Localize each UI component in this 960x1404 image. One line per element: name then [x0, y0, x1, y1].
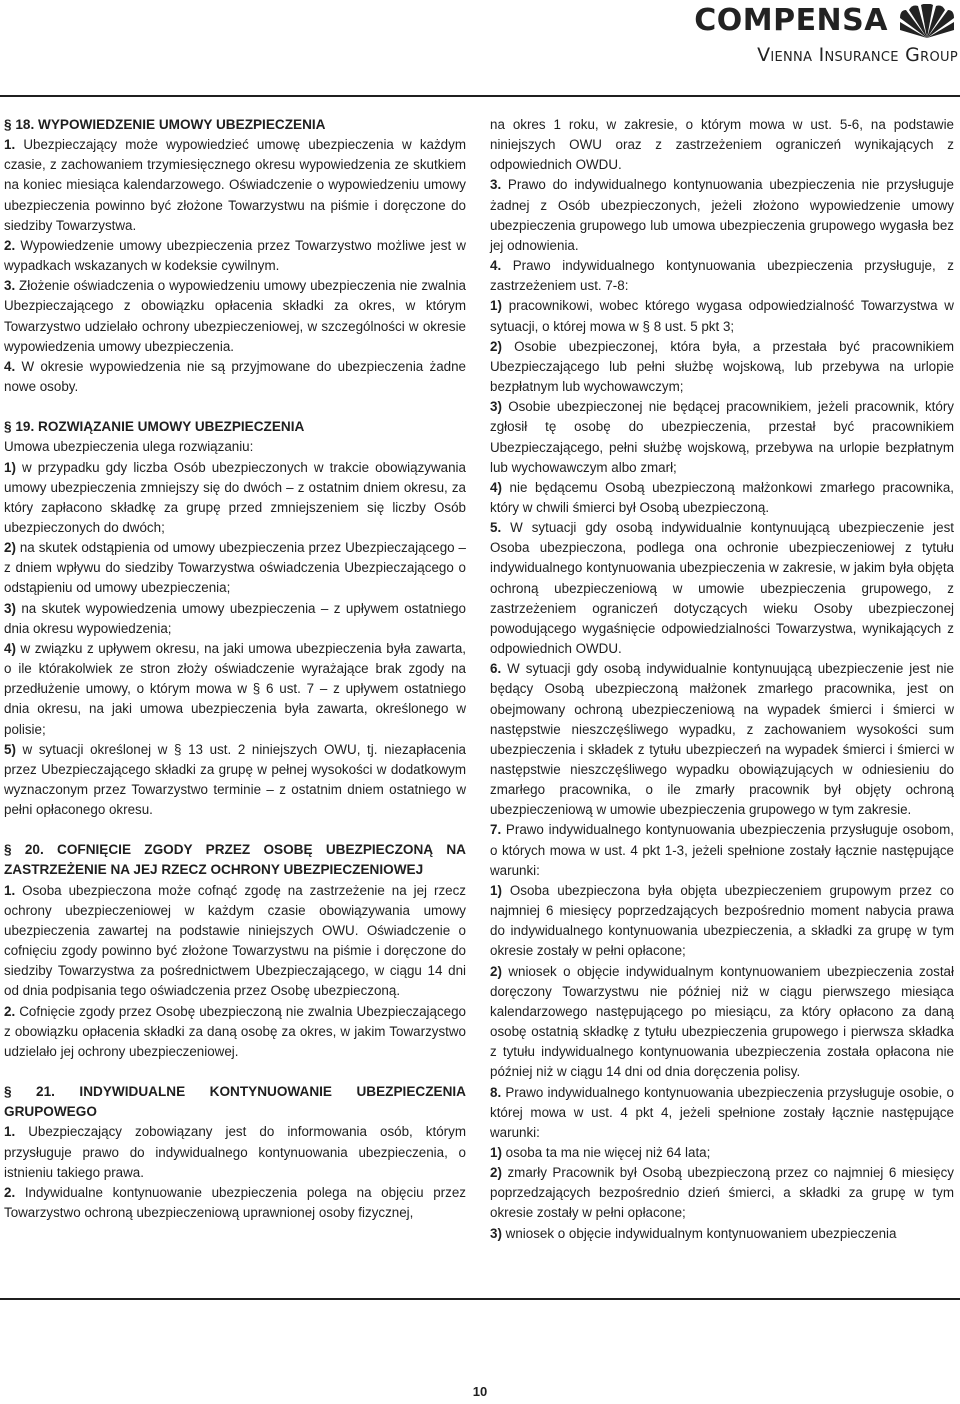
item-number: 1) — [490, 298, 502, 314]
item-text: zmarły Pracownik był Osobą ubezpieczoną przez co najmniej 6 miesięcy poprzedzających bezpośrednio dzień śmierci, a składki za grupę w tym okresie zostały w pełni opłacone; — [490, 1165, 954, 1221]
list-item — [490, 397, 954, 478]
paragraph-number: 1. — [4, 1124, 16, 1140]
list-item — [490, 296, 954, 336]
list-item — [490, 478, 954, 518]
paragraph-number: 2. — [4, 1003, 16, 1019]
item-number: 3) — [490, 399, 502, 415]
paragraph-number: 4. — [490, 258, 502, 274]
item-number: 2) — [490, 1165, 502, 1181]
paragraph-text: Prawo indywidualnego kontynuowania ubezpieczenia przysługuje, z zastrzeżeniem ust. 7-8: — [490, 258, 954, 294]
paragraph — [4, 236, 466, 276]
list-item — [490, 1143, 954, 1163]
list-item — [490, 1224, 954, 1244]
item-text: Osobie ubezpieczonej, która była, a przestała być pracownikiem Ubezpieczającego lub pełni służbę wojskową, lub przebywa na urlopie bezpłatnym lub wychowawczym; — [490, 338, 954, 395]
list-item — [4, 740, 466, 821]
paragraph-text: Osoba ubezpieczona może cofnąć zgodę na zastrzeżenie na jej rzecz ochrony ubezpieczeniowej w każdym czasie obowiązywania umowy ubezpieczenia zawartej na podstawie niniejszych OWU. Oświadczenie o cofnięciu zgody powinno być złożone Towarzystwu na piśmie i doręczone do siedziby Towarzystwa za pośrednictwem Ubezpieczającego, w ciągu 14 dni od dnia podpisania tego oświadczenia przez Osobę ubezpieczoną. — [4, 882, 466, 999]
section-20-title: § 20. COFNIĘCIE ZGODY PRZEZ OSOBĘ UBEZPIECZONĄ NA ZASTRZEŻENIE NA JEJ RZECZ OCHRONY UBEZPIECZENIOWEJ — [4, 842, 466, 878]
item-number: 5) — [4, 741, 16, 757]
paragraph-number: 5. — [490, 520, 502, 536]
item-number: 3) — [4, 600, 16, 616]
paragraph — [490, 820, 954, 880]
list-item — [490, 962, 954, 1083]
logo-brand: COMPENSA — [694, 3, 888, 38]
item-text: w związku z upływem okresu, na jaki umowa ubezpieczenia była zawarta, o ile którakolwiek ze stron złoży oświadczenie wyrażające brak zgody na przedłużenie umowy, o którym mowa w § 6 ust. 7 – z upływem ostatniego dnia okresu, na jaki umowa ubezpieczenia była zawarta, określonego w polisie; — [4, 640, 466, 737]
page-header — [0, 0, 960, 95]
paragraph — [4, 135, 466, 236]
paragraph-text: Prawo indywidualnego kontynuowania ubezpieczenia przysługuje osobie, o której mowa w ust. 4 pkt 4, jeżeli spełnione zostały łącznie następujące warunki: — [490, 1084, 954, 1140]
list-item — [4, 599, 466, 639]
section-19-title: § 19. ROZWIĄZANIE UMOWY UBEZPIECZENIA — [4, 419, 305, 435]
item-text: pracownikowi, wobec którego wygasa odpowiedzialność Towarzystwa w sytuacji, o której mowa w § 8 ust. 5 pkt 3; — [490, 298, 954, 334]
item-text: osoba ta ma nie więcej niż 64 lata; — [505, 1144, 711, 1160]
item-number: 4) — [490, 479, 502, 495]
section-gap — [4, 397, 466, 417]
item-text: wniosek o objęcie indywidualnym kontynuowaniem ubezpieczenia został doręczony Towarzystwu nie później niż w ciągu pierwszego miesiąca kalendarzowego następującego po miesiącu, za który opłacono za daną osobę ostatnią składkę z tytułu ubezpieczenia grupowego i pierwsza składka z tytułu indywidualnego kontynuowania ubezpieczenia została opłacona nie później niż w ciągu 14 dni od dnia doręczenia polisy. — [490, 963, 954, 1080]
shell-logo-icon — [896, 4, 958, 40]
left-column — [4, 115, 466, 1223]
item-number: 4) — [4, 640, 16, 656]
item-text: na skutek odstąpienia od umowy ubezpieczenia przez Ubezpieczającego – z dniem wpływu do siedziby Towarzystwa oświadczenia Ubezpieczającego o odstąpieniu od umowy ubezpieczenia; — [4, 540, 466, 596]
section-gap — [4, 820, 466, 840]
paragraph — [4, 1002, 466, 1062]
item-text: wniosek o objęcie indywidualnym kontynuowaniem ubezpieczenia — [505, 1225, 897, 1241]
item-number: 2) — [4, 540, 16, 556]
paragraph — [4, 1122, 466, 1182]
item-number: 2) — [490, 963, 502, 979]
paragraph — [490, 659, 954, 820]
item-text: w sytuacji określonej w § 13 ust. 2 niniejszych OWU, tj. niezapłacenia przez Ubezpieczającego składki za grupę w pełnej wysokości w dodatkowym wyznaczonym przez Towarzystwo terminie – z ostatnim dniem ostatniego w pełni opłaconego okresu. — [4, 741, 466, 818]
paragraph — [4, 1183, 466, 1223]
paragraph-number: 6. — [490, 661, 502, 677]
paragraph-number: 2. — [4, 1184, 16, 1200]
paragraph-text: Złożenie oświadczenia o wypowiedzeniu umowy ubezpieczenia nie zwalnia Ubezpieczającego z obowiązku opłacenia składki za okres, w którym Towarzystwo udzielało ochrony ubezpieczeniowej, w szczególności w okresie wypowiedzenia umowy ubezpieczenia. — [4, 278, 466, 354]
paragraph-text: Prawo do indywidualnego kontynuowania ubezpieczenia nie przysługuje żadnej z Osób ubezpieczonych, jeżeli złożono wypowiedzenie umowy ubezpieczenia grupowego lub umowa ubezpieczenia grupowego wygasła bez jej odnowienia. — [490, 177, 954, 253]
item-text: w przypadku gdy liczba Osób ubezpieczonych w trakcie obowiązywania umowy ubezpieczenia zmniejszy się do dwóch – z ostatnim dniem okresu, za który zapłacono składkę za grupę przed zmniejszeniem się liczby Osób ubezpieczonych do dwóch; — [4, 459, 466, 535]
paragraph-number: 3. — [4, 278, 16, 294]
paragraph-number: 2. — [4, 237, 16, 253]
paragraph-text: Ubezpieczający zobowiązany jest do informowania osób, którym przysługuje prawo do indywidualnego kontynuowania ubezpieczenia, o istnieniu takiego prawa. — [4, 1124, 466, 1180]
paragraph-number: 8. — [490, 1084, 502, 1100]
item-number: 1) — [490, 882, 502, 898]
paragraph-text: W sytuacji gdy osobą indywidualnie kontynuującą ubezpieczenie jest Osoba ubezpieczona, podlega ona ochronie ubezpieczeniowej z tytułu indywidualnego kontynuowania ubezpieczenia w zakresie, w jakim była objęta ochroną ubezpieczeniową w umowie ubezpieczenia grupowego, z zastrzeżeniem ograniczeń dotyczących wieku Osoby ubezpieczonej powodującego wygaśnięcie odpowiedzialności Towarzystwa, wynikających z odpowiednich OWDU. — [490, 520, 954, 657]
list-item — [4, 458, 466, 539]
list-item — [4, 538, 466, 598]
item-text: nie będącemu Osobą ubezpieczoną małżonkowi zmarłego pracownika, który w chwili śmierci był Osobą ubezpieczoną. — [490, 479, 954, 515]
paragraph-text: na okres 1 roku, w zakresie, o którym mowa w ust. 5-6, na podstawie niniejszych OWU oraz z zastrzeżeniem ograniczeń wynikających z odpowiednich OWDU. — [490, 117, 954, 173]
item-text: Osobie ubezpieczonej nie będącej pracownikiem, jeżeli pracownik, który zgłosił tę osobę do ubezpieczenia, przestał być pracownikiem Ubezpieczającego, pełni służbę wojskową, przebywa na urlopie bezpłatnym lub wychowawczym albo zmarł; — [490, 399, 954, 475]
list-item — [490, 337, 954, 397]
paragraph — [490, 518, 954, 659]
list-item — [490, 1163, 954, 1223]
paragraph — [490, 1083, 954, 1143]
paragraph-text: W sytuacji gdy osobą indywidualnie kontynuującą ubezpieczenie jest nie będący Osobą ubezpieczoną małżonek zmarłego pracownika, jest on obejmowany ochroną ubezpieczeniową na wypadek śmierci i śmierci w następstwie nieszczęśliwego wypadku, z zachowaniem wysokości sum ubezpieczenia i składek z tytułu ubezpieczeń na wypadek śmierci i śmierci w następstwie nieszczęśliwego wypadku obowiązujących w odniesieniu do zmarłego pracownika, o ile zmarły pracownik był objęty ochroną ubezpieczeniową w umowie ubezpieczenia grupowego w tym zakresie. — [490, 661, 954, 818]
paragraph — [4, 357, 466, 397]
paragraph — [4, 881, 466, 1002]
list-item — [4, 639, 466, 740]
paragraph-text: Umowa ubezpieczenia ulega rozwiązaniu: — [4, 439, 254, 455]
section-18-title: § 18. WYPOWIEDZENIE UMOWY UBEZPIECZENIA — [4, 117, 326, 132]
compensa-logo — [694, 0, 960, 72]
paragraph-text: Ubezpieczający może wypowiedzieć umowę ubezpieczenia w każdym czasie, z zachowaniem trzymiesięcznego okresu wypowiedzenia ze skutkiem na koniec miesiąca kalendarzowego. Oświadczenie o wypowiedzeniu umowy ubezpieczenia powinno być złożone Towarzystwu na piśmie i doręczone do siedziby Towarzystwa. — [4, 137, 466, 233]
paragraph — [490, 256, 954, 296]
paragraph — [4, 276, 466, 357]
paragraph-text: Cofnięcie zgody przez Osobę ubezpieczoną nie zwalnia Ubezpieczającego z obowiązku opłacenia składki za daną osobę za okres, w jakim Towarzystwo udzielało jej ochrony ubezpieczeniowej. — [4, 1003, 466, 1059]
paragraph-number: 1. — [4, 882, 16, 898]
item-text: Osoba ubezpieczona była objęta ubezpieczeniem grupowym przez co najmniej 6 miesięcy poprzedzających bezpośrednio moment nabycia prawa do indywidualnego kontynuowania ubezpieczenia, a składki za grupę w tym okresie zostały w pełni opłacone; — [490, 882, 954, 959]
paragraph-number: 3. — [490, 177, 502, 193]
item-number: 3) — [490, 1225, 502, 1241]
page-number: 10 — [472, 1384, 488, 1399]
right-column — [490, 115, 954, 1244]
header-rule — [0, 95, 960, 97]
paragraph-text: Wypowiedzenie umowy ubezpieczenia przez Towarzystwo możliwe jest w wypadkach wskazanych w kodeksie cywilnym. — [4, 237, 466, 274]
paragraph-text: W okresie wypowiedzenia nie są przyjmowane do ubezpieczenia żadne nowe osoby. — [4, 358, 466, 395]
section-gap — [4, 1062, 466, 1082]
logo-tagline: Vienna Insurance Group — [757, 44, 958, 66]
section-21-title: § 21. INDYWIDUALNE KONTYNUOWANIE UBEZPIECZENIA GRUPOWEGO — [4, 1084, 466, 1120]
footer-rule — [0, 1298, 960, 1300]
paragraph-text: Indywidualne kontynuowanie ubezpieczenia polega na objęciu przez Towarzystwo ochroną ubezpieczeniową uprawnionej osoby fizycznej, — [4, 1184, 466, 1220]
paragraph-number: 4. — [4, 358, 16, 374]
paragraph-number: 1. — [4, 137, 16, 153]
paragraph — [490, 175, 954, 256]
item-number: 1) — [4, 459, 16, 475]
item-text: na skutek wypowiedzenia umowy ubezpieczenia – z upływem ostatniego dnia okresu wypowiedzenia; — [4, 600, 466, 636]
paragraph-text: Prawo indywidualnego kontynuowania ubezpieczenia przysługuje osobom, o których mowa w ust. 4 pkt 1-3, jeżeli spełnione zostały łącznie następujące warunki: — [490, 822, 954, 878]
list-item — [490, 881, 954, 962]
item-number: 2) — [490, 338, 502, 354]
item-number: 1) — [490, 1144, 502, 1160]
paragraph-number: 7. — [490, 822, 502, 838]
